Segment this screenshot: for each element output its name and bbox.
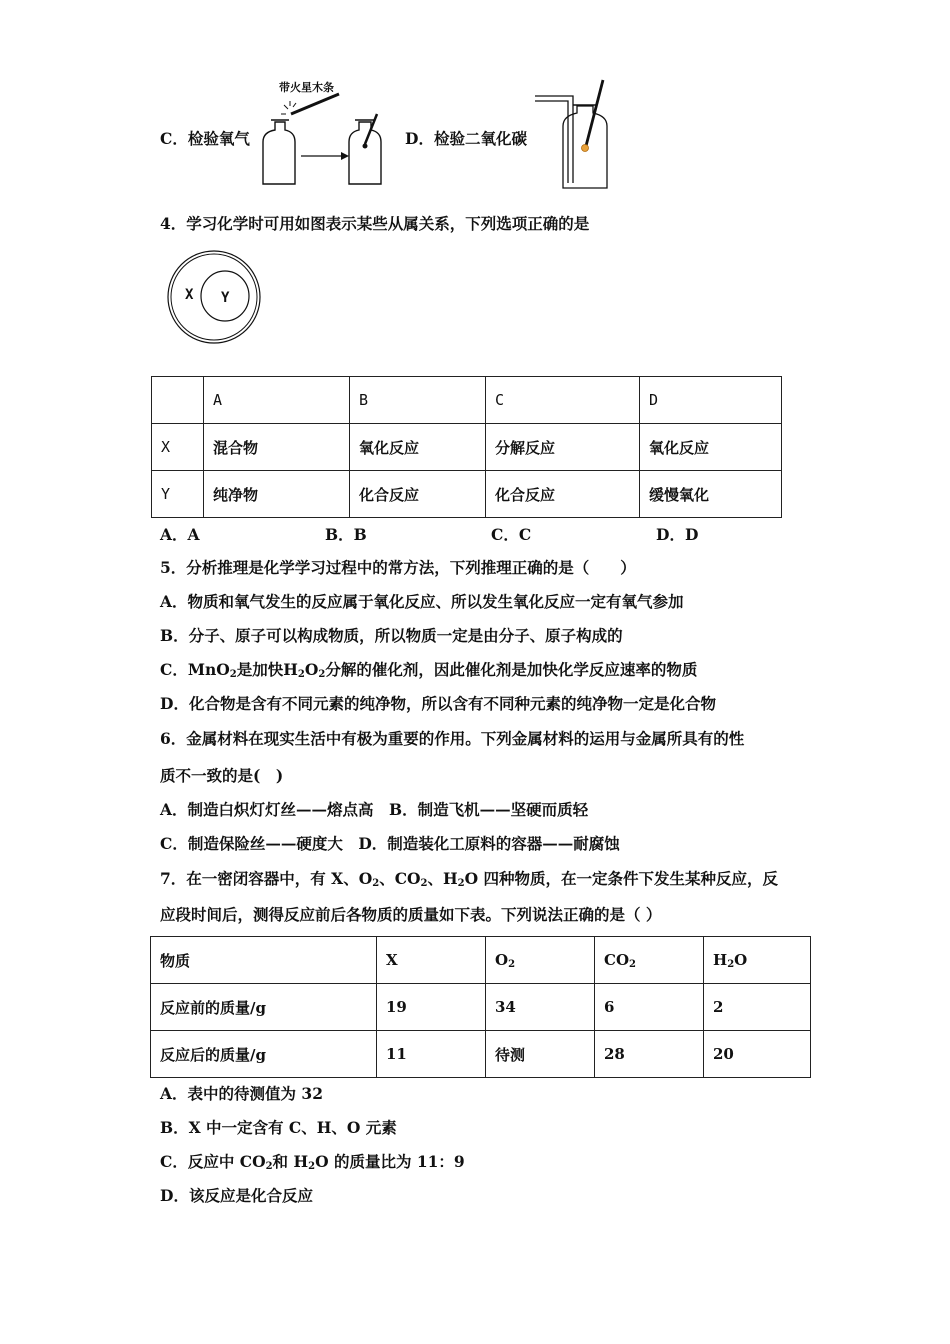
table-cell: D (640, 377, 782, 424)
table-row (152, 377, 782, 424)
q7-option-b: B．X 中一定含有 C、H、O 元素 (160, 1118, 397, 1137)
table-cell: 化合反应 (486, 471, 640, 518)
option-d-text: D．检验二氧化碳 (405, 129, 527, 148)
table-cell: 34 (486, 984, 595, 1031)
table-cell: 纯净物 (204, 471, 350, 518)
table-cell: B (350, 377, 486, 424)
table-row (151, 1031, 811, 1078)
table-row (152, 471, 782, 518)
table-cell: 待测 (486, 1031, 595, 1078)
table-cell: 物质 (151, 937, 377, 984)
q5-stem: 5．分析推理是化学学习过程中的常方法，下列推理正确的是（ ） (160, 558, 636, 577)
co2-test-figure (533, 78, 613, 193)
table-cell: $CO_2$ (595, 937, 704, 984)
q4-option-c: C．C (491, 525, 532, 544)
q7-option-c: C．反应中 $CO_2$和 $H_2O$ 的质量比为 11：9 (160, 1152, 465, 1172)
table-cell: 分解反应 (486, 424, 640, 471)
table-cell: 6 (595, 984, 704, 1031)
table-cell: $O_2$ (486, 937, 595, 984)
table-cell: 反应前的质量/g (151, 984, 377, 1031)
q4-option-d: D．D (656, 525, 699, 544)
q6-options-ab: A．制造白炽灯灯丝——熔点高 B．制造飞机——坚硬而质轻 (160, 800, 589, 819)
table-cell: 20 (704, 1031, 811, 1078)
table-cell: 化合反应 (350, 471, 486, 518)
table-cell: 氧化反应 (350, 424, 486, 471)
circle-label-x: X (185, 287, 194, 303)
table-cell: 氧化反应 (640, 424, 782, 471)
table-cell: 反应后的质量/g (151, 1031, 377, 1078)
oxygen-test-figure (255, 92, 395, 192)
q5-option-c: C．MnO$_2$是加快$H_2O_2$分解的催化剂，因此催化剂是加快化学反应速率的物质 (160, 660, 698, 680)
q4-options-table (151, 376, 782, 518)
q7-mass-table (150, 936, 811, 1078)
q7-option-d: D．该反应是化合反应 (160, 1186, 313, 1205)
q7-option-a: A．表中的待测值为 32 (160, 1084, 323, 1103)
table-cell: A (204, 377, 350, 424)
table-cell: 19 (377, 984, 486, 1031)
table-cell: 混合物 (204, 424, 350, 471)
q7-stem-line1: 7．在一密闭容器中，有 X、$O_2$、$CO_2$、$H_2O$ 四种物质，在一定条件下发生某种反应，反 (160, 869, 779, 889)
q6-options-cd: C．制造保险丝——硬度大 D．制造装化工原料的容器——耐腐蚀 (160, 834, 620, 853)
table-cell: Y (152, 471, 204, 518)
table-cell: 2 (704, 984, 811, 1031)
table-cell: 28 (595, 1031, 704, 1078)
q4-option-a: A．A (160, 525, 200, 544)
table-cell: 11 (377, 1031, 486, 1078)
q5-option-b: B．分子、原子可以构成物质，所以物质一定是由分子、原子构成的 (160, 626, 623, 645)
table-cell: $H_2O$ (704, 937, 811, 984)
figure-label-splint: 带火星木条 (279, 81, 334, 94)
q5-option-d: D．化合物是含有不同元素的纯净物，所以含有不同种元素的纯净物一定是化合物 (160, 694, 716, 713)
q4-option-b: B．B (325, 525, 367, 544)
q6-stem-line2: 质不一致的是( ) (160, 766, 284, 785)
circle-label-y: Y (221, 290, 230, 306)
table-row (152, 424, 782, 471)
option-c-text: C．检验氧气 (160, 129, 250, 148)
table-row (151, 937, 811, 984)
table-cell: C (486, 377, 640, 424)
table-row (151, 984, 811, 1031)
q5-option-a: A．物质和氧气发生的反应属于氧化反应、所以发生氧化反应一定有氧气参加 (160, 592, 684, 611)
table-cell: 缓慢氧化 (640, 471, 782, 518)
nested-circles-diagram (166, 247, 266, 347)
q7-stem-line2: 应段时间后，测得反应前后各物质的质量如下表。下列说法正确的是（ ） (160, 905, 662, 924)
table-cell (152, 377, 204, 424)
q4-stem: 4．学习化学时可用如图表示某些从属关系，下列选项正确的是 (160, 214, 590, 233)
table-cell: X (377, 937, 486, 984)
table-cell: X (152, 424, 204, 471)
q6-stem-line1: 6．金属材料在现实生活中有极为重要的作用。下列金属材料的运用与金属所具有的性 (160, 729, 745, 748)
